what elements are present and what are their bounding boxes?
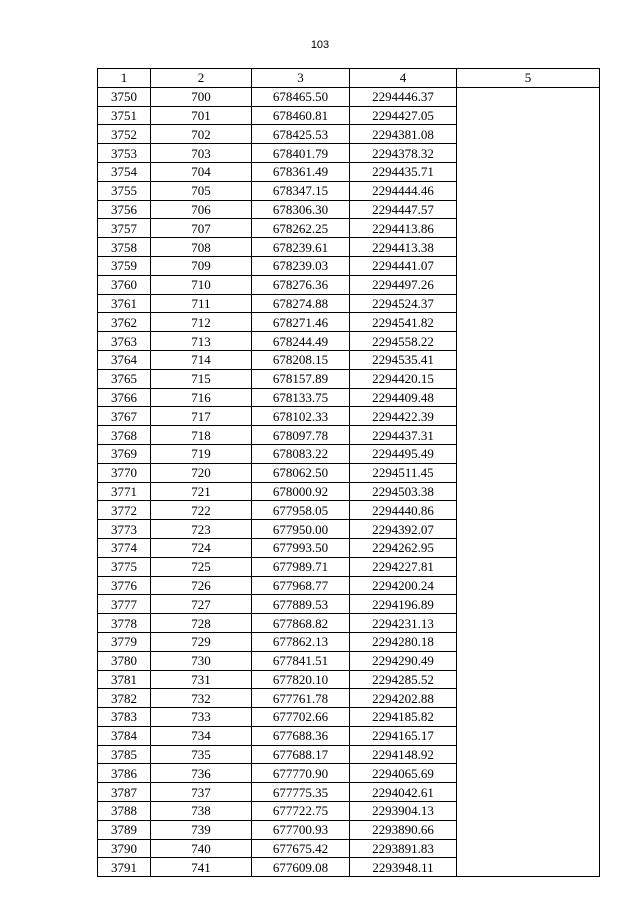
table-cell: 713 (151, 332, 252, 351)
table-cell: 2294413.38 (350, 238, 457, 257)
table-cell: 2294285.52 (350, 670, 457, 689)
table-cell: 733 (151, 708, 252, 727)
column-header: 3 (252, 69, 350, 88)
table-cell: 2294511.45 (350, 463, 457, 482)
table-cell: 3791 (98, 858, 151, 877)
table-cell: 3771 (98, 482, 151, 501)
table-cell: 3767 (98, 407, 151, 426)
table-cell: 678208.15 (252, 350, 350, 369)
coordinates-table (97, 68, 600, 877)
table-cell: 2294381.08 (350, 125, 457, 144)
table-cell: 721 (151, 482, 252, 501)
page-number: 103 (310, 39, 330, 51)
table-cell: 677958.05 (252, 501, 350, 520)
table-cell: 3750 (98, 87, 151, 106)
table-cell: 3769 (98, 444, 151, 463)
table-cell: 2294524.37 (350, 294, 457, 313)
table-cell: 2294422.39 (350, 407, 457, 426)
table-cell: 677688.36 (252, 726, 350, 745)
table-cell: 3770 (98, 463, 151, 482)
table-cell: 3785 (98, 745, 151, 764)
table-cell: 3763 (98, 332, 151, 351)
table-cell: 677770.90 (252, 764, 350, 783)
table-cell: 3776 (98, 576, 151, 595)
table-cell: 717 (151, 407, 252, 426)
table-cell: 677700.93 (252, 820, 350, 839)
table-cell: 3762 (98, 313, 151, 332)
table-cell: 703 (151, 144, 252, 163)
table-cell: 716 (151, 388, 252, 407)
table-cell: 677989.71 (252, 557, 350, 576)
table-cell: 3779 (98, 632, 151, 651)
table-cell: 2294262.95 (350, 538, 457, 557)
table-cell: 735 (151, 745, 252, 764)
table-cell: 710 (151, 275, 252, 294)
table-cell: 736 (151, 764, 252, 783)
table-header-row (98, 69, 600, 88)
table-cell: 678000.92 (252, 482, 350, 501)
table-cell: 2294437.31 (350, 426, 457, 445)
table-cell: 708 (151, 238, 252, 257)
table-cell: 3788 (98, 802, 151, 821)
table-cell: 3774 (98, 538, 151, 557)
table-cell: 678239.03 (252, 256, 350, 275)
table-cell: 677820.10 (252, 670, 350, 689)
table-cell: 2294042.61 (350, 783, 457, 802)
table-cell: 2294420.15 (350, 369, 457, 388)
table-cell: 3773 (98, 520, 151, 539)
table-cell: 731 (151, 670, 252, 689)
table-cell: 677993.50 (252, 538, 350, 557)
table-cell: 678401.79 (252, 144, 350, 163)
table-cell: 2294409.48 (350, 388, 457, 407)
table-cell: 3764 (98, 350, 151, 369)
table-cell: 3789 (98, 820, 151, 839)
table-cell: 2294378.32 (350, 144, 457, 163)
table-cell: 677722.75 (252, 802, 350, 821)
table-cell: 3752 (98, 125, 151, 144)
table-cell: 678239.61 (252, 238, 350, 257)
table-cell: 3761 (98, 294, 151, 313)
table-cell: 3760 (98, 275, 151, 294)
table-cell: 678465.50 (252, 87, 350, 106)
table-cell: 2294535.41 (350, 350, 457, 369)
table-cell: 677775.35 (252, 783, 350, 802)
table-cell: 2294165.17 (350, 726, 457, 745)
table-cell: 2294446.37 (350, 87, 457, 106)
table-cell: 2294435.71 (350, 162, 457, 181)
table-cell: 732 (151, 689, 252, 708)
table-cell: 3753 (98, 144, 151, 163)
table-cell: 2294541.82 (350, 313, 457, 332)
column-header: 1 (98, 69, 151, 88)
table-cell: 678062.50 (252, 463, 350, 482)
table-cell: 2294196.89 (350, 595, 457, 614)
table-cell: 724 (151, 538, 252, 557)
table-cell: 678133.75 (252, 388, 350, 407)
table-cell: 3756 (98, 200, 151, 219)
table-cell: 3786 (98, 764, 151, 783)
table-cell: 2294148.92 (350, 745, 457, 764)
table-cell: 678347.15 (252, 181, 350, 200)
table-cell: 2294447.57 (350, 200, 457, 219)
table-cell: 3778 (98, 614, 151, 633)
table-cell: 706 (151, 200, 252, 219)
table-cell: 3782 (98, 689, 151, 708)
column-header: 5 (457, 69, 600, 88)
table-cell: 2293890.66 (350, 820, 457, 839)
table-cell: 2294413.86 (350, 219, 457, 238)
table-cell: 740 (151, 839, 252, 858)
table-cell: 678425.53 (252, 125, 350, 144)
table-cell: 734 (151, 726, 252, 745)
table-cell: 2294427.05 (350, 106, 457, 125)
table-cell: 2294202.88 (350, 689, 457, 708)
table-cell: 722 (151, 501, 252, 520)
table-body (98, 87, 600, 876)
table-cell: 2294065.69 (350, 764, 457, 783)
table-cell: 677950.00 (252, 520, 350, 539)
table-cell: 728 (151, 614, 252, 633)
table-row (98, 87, 600, 106)
table-cell: 3768 (98, 426, 151, 445)
table-cell: 677841.51 (252, 651, 350, 670)
table-cell: 729 (151, 632, 252, 651)
table-cell: 701 (151, 106, 252, 125)
table-cell: 3755 (98, 181, 151, 200)
table-cell: 677675.42 (252, 839, 350, 858)
table-cell: 677868.82 (252, 614, 350, 633)
column-header: 2 (151, 69, 252, 88)
table-cell: 2294231.13 (350, 614, 457, 633)
table-cell: 678274.88 (252, 294, 350, 313)
table-cell: 678102.33 (252, 407, 350, 426)
table-cell: 707 (151, 219, 252, 238)
table-cell: 3765 (98, 369, 151, 388)
table-cell: 738 (151, 802, 252, 821)
table-cell: 730 (151, 651, 252, 670)
table-cell: 678361.49 (252, 162, 350, 181)
table-cell: 678157.89 (252, 369, 350, 388)
table-cell: 3766 (98, 388, 151, 407)
table-cell: 2293904.13 (350, 802, 457, 821)
table-cell: 678306.30 (252, 200, 350, 219)
table-cell: 2294440.86 (350, 501, 457, 520)
table-cell: 727 (151, 595, 252, 614)
table-cell: 723 (151, 520, 252, 539)
table-cell: 2294290.49 (350, 651, 457, 670)
table-cell: 2293891.83 (350, 839, 457, 858)
table-cell: 3790 (98, 839, 151, 858)
table-cell: 2294497.26 (350, 275, 457, 294)
table-cell: 3758 (98, 238, 151, 257)
table-cell: 737 (151, 783, 252, 802)
table-cell: 705 (151, 181, 252, 200)
table-cell: 2294392.07 (350, 520, 457, 539)
table-cell: 3781 (98, 670, 151, 689)
table-cell: 677862.13 (252, 632, 350, 651)
table-cell: 677889.53 (252, 595, 350, 614)
table-cell: 678460.81 (252, 106, 350, 125)
table-cell: 3780 (98, 651, 151, 670)
table-cell: 3772 (98, 501, 151, 520)
table-cell: 677761.78 (252, 689, 350, 708)
table-cell: 678276.36 (252, 275, 350, 294)
column-header: 4 (350, 69, 457, 88)
table-cell: 704 (151, 162, 252, 181)
table-cell: 3787 (98, 783, 151, 802)
table-cell: 718 (151, 426, 252, 445)
table-cell: 677609.08 (252, 858, 350, 877)
table-cell: 2294200.24 (350, 576, 457, 595)
table-cell: 3783 (98, 708, 151, 727)
table-cell: 709 (151, 256, 252, 275)
table-cell: 3751 (98, 106, 151, 125)
table-cell: 711 (151, 294, 252, 313)
table-cell: 739 (151, 820, 252, 839)
table-cell: 677702.66 (252, 708, 350, 727)
table-cell: 700 (151, 87, 252, 106)
table-cell: 2294503.38 (350, 482, 457, 501)
table-cell: 2294558.22 (350, 332, 457, 351)
table-cell: 712 (151, 313, 252, 332)
table-cell: 678262.25 (252, 219, 350, 238)
table-cell: 677688.17 (252, 745, 350, 764)
table-cell: 2293948.11 (350, 858, 457, 877)
table-cell: 3775 (98, 557, 151, 576)
table-cell: 678097.78 (252, 426, 350, 445)
table-cell: 741 (151, 858, 252, 877)
table-cell: 3784 (98, 726, 151, 745)
table-cell: 3757 (98, 219, 151, 238)
table-cell: 725 (151, 557, 252, 576)
table-cell: 3777 (98, 595, 151, 614)
table-cell: 2294495.49 (350, 444, 457, 463)
table-cell: 702 (151, 125, 252, 144)
table-cell: 2294185.82 (350, 708, 457, 727)
table-cell: 678244.49 (252, 332, 350, 351)
table-cell: 715 (151, 369, 252, 388)
table-cell: 677968.77 (252, 576, 350, 595)
table-cell: 678271.46 (252, 313, 350, 332)
table-cell: 2294227.81 (350, 557, 457, 576)
table-cell: 3759 (98, 256, 151, 275)
table-cell: 726 (151, 576, 252, 595)
table-cell: 714 (151, 350, 252, 369)
table-cell: 2294280.18 (350, 632, 457, 651)
table-cell: 2294444.46 (350, 181, 457, 200)
table-cell: 720 (151, 463, 252, 482)
table-cell: 3754 (98, 162, 151, 181)
table-cell: 678083.22 (252, 444, 350, 463)
table-cell: 719 (151, 444, 252, 463)
column-5-merged-cell (457, 87, 600, 876)
table-cell: 2294441.07 (350, 256, 457, 275)
